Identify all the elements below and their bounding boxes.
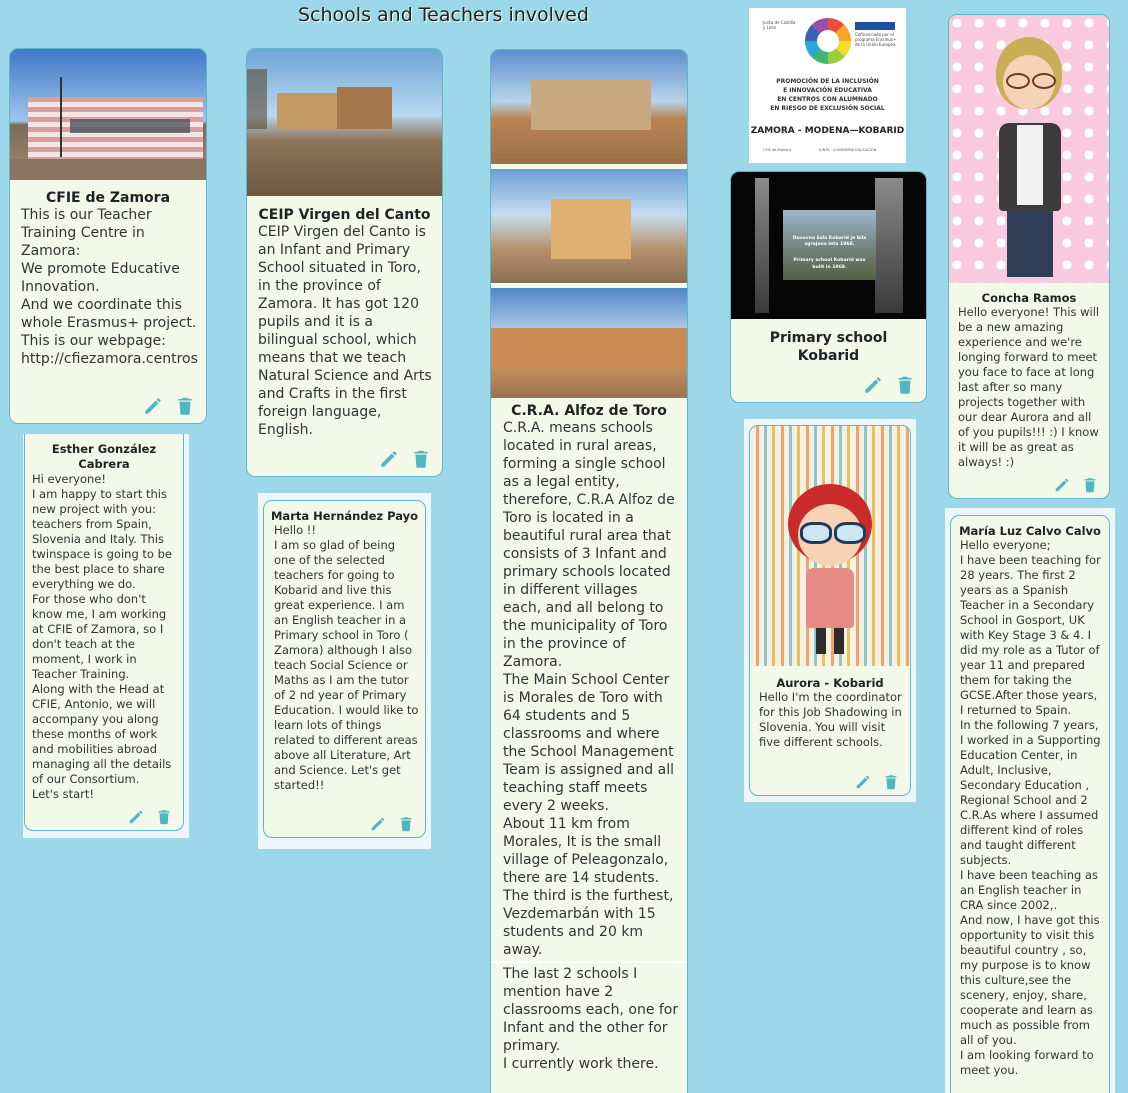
- cra-text-2: The last 2 schools I mention have 2 classrooms each, one for Infant and the other for primary. I currently work there.: [503, 966, 679, 1072]
- esther-actions: [127, 808, 173, 826]
- card-maria: [950, 515, 1110, 1093]
- maria-name: María Luz Calvo Calvo: [959, 524, 1101, 538]
- concha-actions: [1053, 476, 1099, 494]
- trash-icon[interactable]: [882, 773, 900, 791]
- marta-actions: [369, 815, 415, 833]
- concha-name: Concha Ramos: [981, 291, 1077, 305]
- ceip-title: CEIP Virgen del Canto: [258, 207, 431, 223]
- poster-footer-left: CFIE de Zamora: [763, 148, 791, 152]
- cra-photo-2: [491, 169, 687, 283]
- logo-left: Junta de Castilla y León: [763, 20, 796, 30]
- poster-line1: PROMOCIÓN DE LA INCLUSIÓN: [776, 78, 879, 85]
- pencil-icon[interactable]: [378, 448, 400, 470]
- trash-icon[interactable]: [397, 815, 415, 833]
- concha-avatar: [949, 15, 1109, 283]
- aurora-avatar: [750, 426, 910, 666]
- cra-text: C.R.A. means schools located in rural areas, forming a single school as a legal entity, therefore, C.R.A Alfoz de Toro is located in a beautiful rural area that consists of 3 Infant and primary schools located in different villages each, and all belong to the municipality of Toro in the province of Zamora. The Main School Center is Morales de Toro with 64 students and 5 classrooms and where the School Management Team is assigned and all teaching staff meets every 2 weeks. About 11 km from Morales, It is the small village of Peleagonzalo, there are 14 students. The third is the furthest, Vezdemarbán with 15 students and 20 km away.: [503, 420, 675, 958]
- cfie-text: This is our Teacher Training Centre in Zamora: We promote Educative Innovation. And we coordinate this whole Erasmus+ project. This is our webpage: http://cfiezamora.centros: [21, 207, 198, 367]
- pencil-icon[interactable]: [1053, 476, 1071, 494]
- aurora-frame: [744, 419, 916, 802]
- pencil-icon[interactable]: [854, 773, 872, 791]
- maria-frame: [945, 508, 1115, 1093]
- aurora-name: Aurora - Kobarid: [776, 676, 884, 690]
- ceip-text: CEIP Virgen del Canto is an Infant and Primary School situated in Toro, in the province of Zamora. It has got 120 pupils and it is a bilingual school, which means that we teach Natural Science and Arts and Crafts in the first foreign language, English.: [258, 224, 432, 438]
- card-ceip: [246, 48, 443, 477]
- poster-line4: EN RIESGO DE EXCLUSIÓN SOCIAL: [770, 105, 885, 112]
- page-title: Schools and Teachers involved: [298, 4, 589, 26]
- octagon-logo: [805, 18, 851, 64]
- card-kobarid: [730, 171, 927, 403]
- aurora-text: Hello I'm the coordinator for this Job Shadowing in Slovenia. You will visit five different schools.: [759, 690, 902, 749]
- trash-icon[interactable]: [1081, 476, 1099, 494]
- kobarid-title: Primary school Kobarid: [769, 330, 888, 364]
- logo-right: Cofinanciado por el programa Erasmus+ de la Unión Europea: [855, 32, 897, 47]
- marta-text: Hello !! I am so glad of being one of the selected teachers for going to Kobarid and live this great experience. I am an English teacher in a Primary school in Toro ( Zamora) although I also teach Social Science or Maths as I am the tutor of 2 nd year of Primary Education. I would like to learn lots of things related to different areas above all Literature, Art and Science. Let's get started!!: [274, 523, 419, 792]
- cfie-title: CFIE de Zamora: [45, 190, 171, 206]
- card-aurora: [749, 425, 911, 796]
- trash-icon[interactable]: [174, 395, 196, 417]
- cra-title: C.R.A. Alfoz de Toro: [511, 403, 667, 419]
- trash-icon[interactable]: [410, 448, 432, 470]
- pencil-icon[interactable]: [862, 374, 884, 396]
- poster-line2: E INNOVACIÓN EDUCATIVA: [783, 87, 872, 94]
- card-concha: [948, 14, 1110, 499]
- pencil-icon[interactable]: [369, 815, 387, 833]
- aurora-actions: [854, 773, 900, 791]
- poster-footer-right: JUNTA · CONSEJERÍA EDUCACIÓN: [819, 148, 877, 152]
- poster-places: ZAMORA - MODENA—KOBARID: [750, 126, 905, 136]
- card-marta: [263, 500, 426, 838]
- project-poster: [749, 8, 906, 163]
- marta-frame: [258, 493, 431, 849]
- card-esther: [24, 434, 184, 831]
- cfie-actions: [142, 395, 196, 417]
- video-caption-3: Primary school Kobarid was: [793, 258, 866, 263]
- esther-frame: [23, 434, 189, 838]
- trash-icon[interactable]: [155, 808, 173, 826]
- ceip-photo: [247, 49, 442, 196]
- video-caption-1: Osnovna šola Kobarid je bila: [792, 236, 867, 241]
- card-cra: [490, 49, 688, 1093]
- cra-photo-3: [491, 288, 687, 398]
- video-caption-2: zgrajena leta 1968.: [804, 242, 855, 247]
- concha-text: Hello everyone! This will be a new amazing experience and we're longing forward to meet you face to face at long last after so many projects together with our dear Aurora and all of you pupils!!! :) I know it will be as great as always! :): [958, 305, 1100, 469]
- pencil-icon[interactable]: [127, 808, 145, 826]
- video-caption-4: built in 1968.: [812, 265, 847, 270]
- cra-photo-1: [491, 50, 687, 164]
- maria-text: Hello everyone; I have been teaching for 28 years. The first 2 years as a Spanish Teacher in a Secondary School in Gosport, UK with Key Stage 3 & 4. I did my role as a Tutor of year 11 and prepared them for taking the GCSE.After those years, I returned to Spain. In the following 7 years, I worked in a Supporting Education Center, in Adult, Inclusive, Secondary Education , Regional School and 2 C.R.As where I assumed different kind of roles and taught different subjects. I have been teaching as an English teacher in CRA since 2002,. And now, I have got this opportunity to visit this beautiful country , so, my purpose is to know this culture,see the scenery, enjoy, share, cooperate and learn as much as possible from all of you. I am looking forward to meet you.: [960, 538, 1101, 1077]
- pencil-icon[interactable]: [142, 395, 164, 417]
- cfie-photo: [10, 49, 206, 180]
- marta-name: Marta Hernández Payo: [270, 509, 419, 523]
- esther-name: Esther González Cabrera: [51, 442, 157, 471]
- card-cfie: [9, 48, 207, 424]
- kobarid-actions: [862, 374, 916, 396]
- kobarid-video[interactable]: [731, 172, 926, 319]
- esther-text: Hi everyone! I am happy to start this new project with you: teachers from Spain, Slovenia and Italy. This twinspace is going to be the best place to share everything we do. For those who don't know me, I am working at CFIE of Zamora, so I don't teach at the moment, I work in Teacher Training. Along with the Head at CFIE, Antonio, we will accompany you along these months of work and mobilities abroad managing all the details of our Consortium. Let's start!: [32, 472, 172, 801]
- poster-line3: EN CENTROS CON ALUMNADO: [777, 96, 878, 103]
- trash-icon[interactable]: [894, 374, 916, 396]
- ceip-actions: [378, 448, 432, 470]
